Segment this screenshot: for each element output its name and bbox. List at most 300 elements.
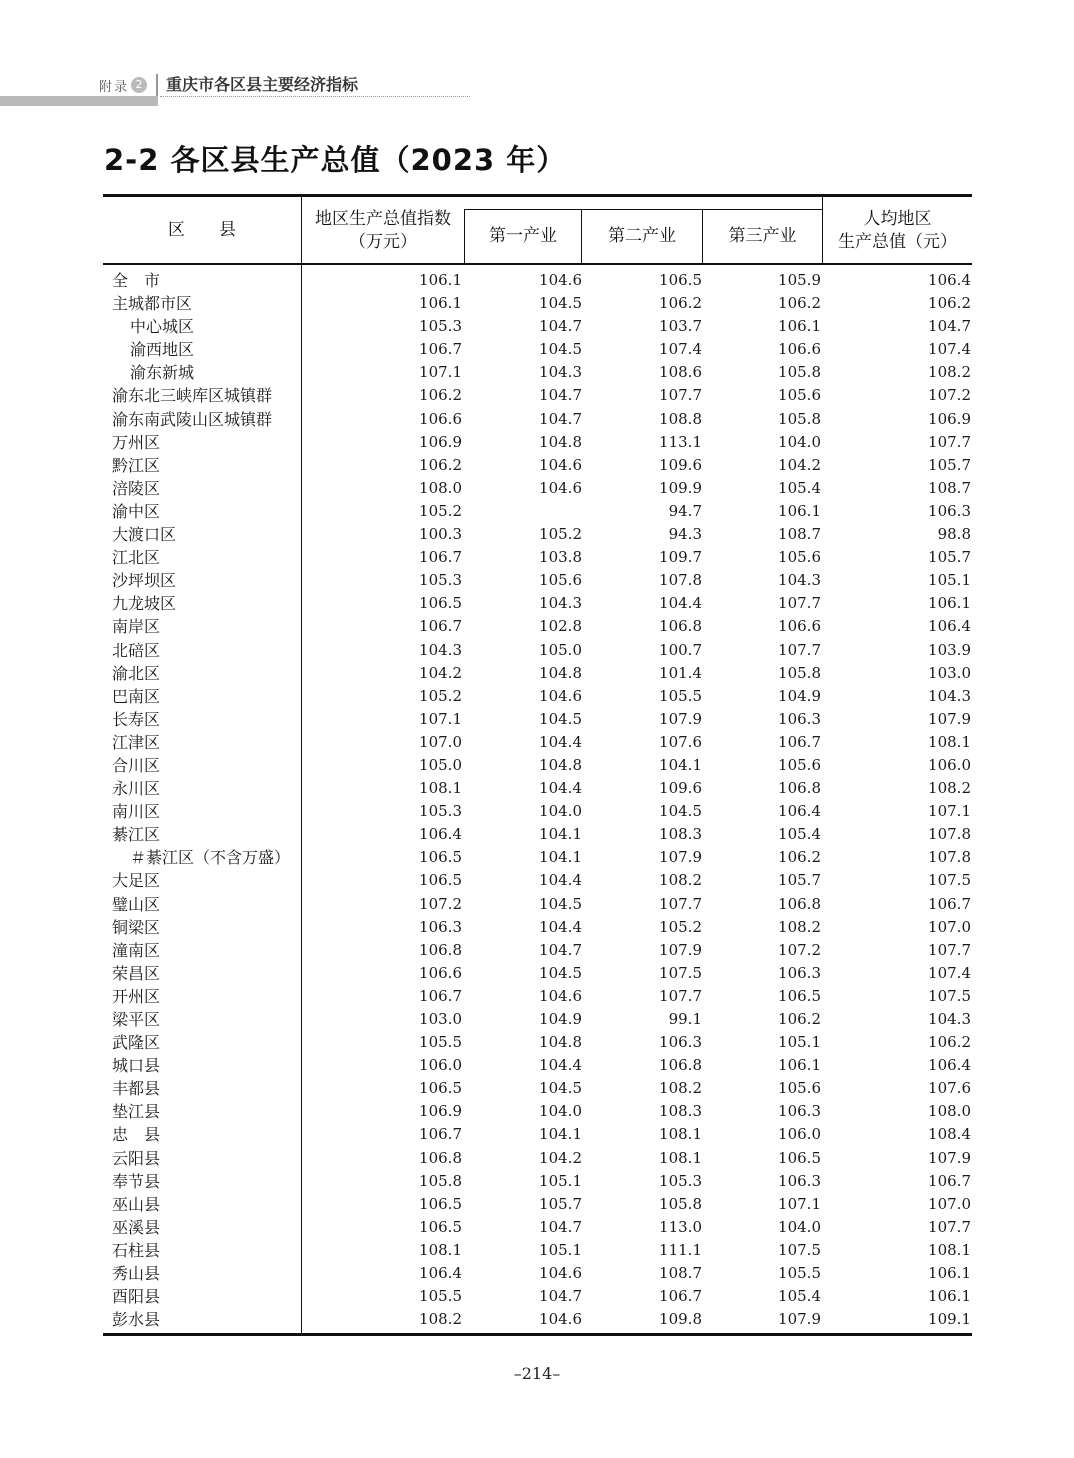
- secondary-cell: 107.5: [659, 963, 702, 982]
- region-name-cell: 璧山区: [112, 894, 161, 914]
- gdp-index-cell: 106.7: [419, 1125, 462, 1144]
- secondary-cell: 108.7: [659, 1264, 702, 1283]
- tertiary-cell: 104.3: [778, 571, 821, 590]
- table-row: [103, 615, 972, 638]
- per-capita-cell: 98.8: [937, 525, 971, 544]
- gdp-index-cell: 106.2: [419, 455, 462, 474]
- primary-cell: 102.8: [539, 617, 582, 636]
- tertiary-cell: 106.3: [778, 963, 821, 982]
- primary-cell: 105.7: [539, 1194, 582, 1213]
- secondary-cell: 107.7: [659, 386, 702, 405]
- secondary-cell: 106.2: [659, 294, 702, 313]
- tertiary-cell: 106.8: [778, 779, 821, 798]
- region-name-cell: 巫山县: [112, 1194, 161, 1214]
- header-gray-bar: [0, 96, 158, 106]
- per-capita-cell: 106.2: [928, 294, 971, 313]
- per-capita-cell: 106.0: [928, 755, 971, 774]
- primary-cell: 104.6: [539, 1310, 582, 1329]
- gdp-index-cell: 105.2: [419, 501, 462, 520]
- region-name-cell: 渝北区: [112, 663, 161, 683]
- header-tertiary: 第三产业: [728, 226, 797, 246]
- secondary-cell: 108.2: [659, 871, 702, 890]
- gdp-index-cell: 105.3: [419, 802, 462, 821]
- region-name-cell: 石柱县: [112, 1240, 161, 1260]
- tertiary-cell: 106.3: [778, 709, 821, 728]
- per-capita-cell: 106.7: [928, 894, 971, 913]
- region-name-cell: 大渡口区: [112, 525, 177, 545]
- header-gdp-index-line2: （万元）: [349, 232, 417, 252]
- table-row: [103, 1123, 972, 1146]
- secondary-cell: 104.1: [659, 755, 702, 774]
- table-row: [103, 1008, 972, 1031]
- per-capita-cell: 108.1: [928, 732, 971, 751]
- gdp-index-cell: 105.3: [419, 571, 462, 590]
- tertiary-cell: 106.1: [778, 317, 821, 336]
- gdp-index-cell: 108.1: [419, 779, 462, 798]
- per-capita-cell: 104.7: [928, 317, 971, 336]
- gdp-index-cell: 106.2: [419, 386, 462, 405]
- tertiary-cell: 105.1: [778, 1033, 821, 1052]
- region-name-cell: 奉节县: [112, 1171, 161, 1191]
- gdp-index-cell: 106.5: [419, 848, 462, 867]
- table-row: [103, 846, 972, 869]
- secondary-cell: 94.3: [668, 525, 702, 544]
- region-name-cell: 渝西地区: [130, 340, 195, 360]
- gdp-index-cell: 106.1: [419, 294, 462, 313]
- per-capita-cell: 105.7: [928, 548, 971, 567]
- table-row: [103, 1262, 972, 1285]
- tertiary-cell: 106.3: [778, 1171, 821, 1190]
- table-row: [103, 731, 972, 754]
- table-row: [103, 708, 972, 731]
- primary-cell: 104.8: [539, 1033, 582, 1052]
- table-row: [103, 592, 972, 615]
- tertiary-cell: 105.6: [778, 1079, 821, 1098]
- per-capita-cell: 107.2: [928, 386, 971, 405]
- table-row: [103, 1100, 972, 1123]
- table-row: [103, 639, 972, 662]
- region-name-cell: 开州区: [112, 986, 161, 1006]
- header-per-capita-line2: 生产总值（元）: [838, 232, 957, 252]
- gdp-index-cell: 105.3: [419, 317, 462, 336]
- primary-cell: 104.4: [539, 779, 582, 798]
- region-name-cell: 潼南区: [112, 940, 161, 960]
- gdp-index-cell: 106.9: [419, 1102, 462, 1121]
- table-row: [103, 1031, 972, 1054]
- secondary-cell: 109.6: [659, 779, 702, 798]
- primary-cell: 104.7: [539, 1287, 582, 1306]
- tertiary-cell: 107.1: [778, 1194, 821, 1213]
- tertiary-cell: 106.0: [778, 1125, 821, 1144]
- primary-cell: 104.7: [539, 1217, 582, 1236]
- per-capita-cell: 106.1: [928, 1287, 971, 1306]
- gdp-index-cell: 104.3: [419, 640, 462, 659]
- table-row: [103, 1216, 972, 1239]
- table-row: [103, 569, 972, 592]
- gdp-index-cell: 106.7: [419, 986, 462, 1005]
- header-secondary: 第二产业: [608, 226, 676, 246]
- secondary-cell: 106.8: [659, 1056, 702, 1075]
- tertiary-cell: 106.2: [778, 848, 821, 867]
- region-name-cell: 长寿区: [112, 709, 161, 729]
- tertiary-cell: 106.3: [778, 1102, 821, 1121]
- secondary-cell: 109.7: [659, 548, 702, 567]
- tertiary-cell: 107.9: [778, 1310, 821, 1329]
- per-capita-cell: 106.9: [928, 409, 971, 428]
- secondary-cell: 111.1: [659, 1240, 702, 1259]
- table-row: [103, 1077, 972, 1100]
- secondary-cell: 105.5: [659, 686, 702, 705]
- table-row: [103, 361, 972, 384]
- tertiary-cell: 104.0: [778, 432, 821, 451]
- region-name-cell: 北碚区: [112, 640, 161, 660]
- region-name-cell: 秀山县: [112, 1264, 161, 1284]
- table-row: [103, 1239, 972, 1262]
- tertiary-cell: 105.7: [778, 871, 821, 890]
- region-name-cell: 云阳县: [112, 1148, 161, 1168]
- secondary-cell: 104.4: [659, 594, 702, 613]
- primary-cell: 104.1: [539, 825, 582, 844]
- tertiary-cell: 105.4: [778, 1287, 821, 1306]
- primary-cell: 104.5: [539, 294, 582, 313]
- per-capita-cell: 107.5: [928, 986, 971, 1005]
- secondary-cell: 105.8: [659, 1194, 702, 1213]
- table-row: [103, 546, 972, 569]
- per-capita-cell: 106.3: [928, 501, 971, 520]
- table-row: [103, 800, 972, 823]
- table-row: [103, 985, 972, 1008]
- region-name-cell: 铜梁区: [112, 917, 161, 937]
- table-row: [103, 338, 972, 361]
- table-row: [103, 869, 972, 892]
- tertiary-cell: 106.4: [778, 802, 821, 821]
- table-row: [103, 269, 972, 292]
- table-header-rule: [103, 263, 972, 265]
- primary-cell: 105.6: [539, 571, 582, 590]
- region-name-cell: 大足区: [112, 871, 161, 891]
- per-capita-cell: 106.1: [928, 594, 971, 613]
- gdp-index-cell: 106.8: [419, 1148, 462, 1167]
- secondary-cell: 101.4: [659, 663, 702, 682]
- gdp-index-cell: 106.8: [419, 940, 462, 959]
- primary-cell: 104.6: [539, 271, 582, 289]
- table-row: [103, 685, 972, 708]
- secondary-cell: 100.7: [659, 640, 702, 659]
- table-row: [103, 662, 972, 685]
- primary-cell: 104.5: [539, 1079, 582, 1098]
- primary-cell: 104.5: [539, 963, 582, 982]
- page-title: 2-2 各区县生产总值（2023 年）: [104, 143, 567, 177]
- region-name-cell: 中心城区: [130, 317, 195, 337]
- region-name-cell: 渝东南武陵山区城镇群: [112, 409, 273, 429]
- secondary-cell: 104.5: [659, 802, 702, 821]
- gdp-index-cell: 104.2: [419, 663, 462, 682]
- region-name-cell: 江津区: [112, 732, 161, 752]
- table-row: [103, 477, 972, 500]
- table-row: [103, 754, 972, 777]
- header-dotted-rule: [160, 96, 470, 97]
- per-capita-cell: 104.3: [928, 686, 971, 705]
- tertiary-cell: 105.6: [778, 548, 821, 567]
- per-capita-cell: 107.7: [928, 1217, 971, 1236]
- per-capita-cell: 103.9: [928, 640, 971, 659]
- region-name-cell: 主城都市区: [112, 294, 193, 314]
- header-per-capita-line1: 人均地区: [863, 209, 932, 229]
- table-row: [103, 939, 972, 962]
- table-body: [103, 269, 972, 1331]
- gdp-index-cell: 107.2: [419, 894, 462, 913]
- per-capita-cell: 106.7: [928, 1171, 971, 1190]
- page-number: –214–: [513, 1364, 561, 1383]
- secondary-cell: 107.9: [659, 709, 702, 728]
- region-name-cell: 綦江区: [112, 825, 161, 845]
- table-row: [103, 1308, 972, 1331]
- tertiary-cell: 105.5: [778, 1264, 821, 1283]
- primary-cell: 104.1: [539, 848, 582, 867]
- secondary-cell: 107.8: [659, 571, 702, 590]
- region-name-cell: 江北区: [112, 548, 161, 568]
- secondary-cell: 108.8: [659, 409, 702, 428]
- tertiary-cell: 106.1: [778, 1056, 821, 1075]
- primary-cell: 104.8: [539, 755, 582, 774]
- primary-cell: 104.5: [539, 340, 582, 359]
- secondary-cell: 109.6: [659, 455, 702, 474]
- secondary-cell: 107.6: [659, 732, 702, 751]
- region-name-cell: 九龙坡区: [112, 594, 177, 614]
- tertiary-cell: 105.6: [778, 386, 821, 405]
- secondary-cell: 105.2: [659, 917, 702, 936]
- secondary-cell: 105.3: [659, 1171, 702, 1190]
- per-capita-cell: 105.7: [928, 455, 971, 474]
- region-name-cell: 涪陵区: [112, 478, 161, 498]
- region-name-cell: 城口县: [112, 1056, 161, 1076]
- secondary-cell: 109.9: [659, 478, 702, 497]
- gdp-index-cell: 107.1: [419, 363, 462, 382]
- table-row: [103, 408, 972, 431]
- secondary-cell: 113.0: [659, 1217, 702, 1236]
- region-name-cell: 武隆区: [112, 1033, 161, 1053]
- secondary-cell: 107.9: [659, 940, 702, 959]
- per-capita-cell: 108.0: [928, 1102, 971, 1121]
- region-name-cell: 合川区: [112, 755, 161, 775]
- per-capita-cell: 107.5: [928, 871, 971, 890]
- region-name-cell: 沙坪坝区: [112, 571, 177, 591]
- primary-cell: 105.0: [539, 640, 582, 659]
- tertiary-cell: 107.2: [778, 940, 821, 959]
- secondary-cell: 103.7: [659, 317, 702, 336]
- secondary-cell: 94.7: [668, 501, 702, 520]
- tertiary-cell: 108.2: [778, 917, 821, 936]
- primary-cell: 105.1: [539, 1240, 582, 1259]
- primary-cell: 105.1: [539, 1171, 582, 1190]
- gdp-index-cell: 106.5: [419, 1217, 462, 1236]
- table-row: [103, 1285, 972, 1308]
- primary-cell: 104.6: [539, 478, 582, 497]
- per-capita-cell: 106.1: [928, 1264, 971, 1283]
- header-divider: [156, 74, 158, 96]
- gdp-index-cell: 108.2: [419, 1310, 462, 1329]
- tertiary-cell: 105.4: [778, 478, 821, 497]
- gdp-index-cell: 105.2: [419, 686, 462, 705]
- per-capita-cell: 108.1: [928, 1240, 971, 1259]
- secondary-cell: 108.1: [659, 1148, 702, 1167]
- gdp-index-cell: 106.1: [419, 271, 462, 289]
- gdp-index-cell: 106.5: [419, 594, 462, 613]
- table-row: [103, 431, 972, 454]
- gdp-index-cell: 107.1: [419, 709, 462, 728]
- table-row: [103, 823, 972, 846]
- gdp-index-cell: 106.3: [419, 917, 462, 936]
- primary-cell: 104.4: [539, 732, 582, 751]
- region-name-cell: 南川区: [112, 802, 161, 822]
- gdp-index-cell: 106.0: [419, 1056, 462, 1075]
- primary-cell: 104.6: [539, 986, 582, 1005]
- table-row: [103, 1193, 972, 1216]
- primary-cell: 104.3: [539, 363, 582, 382]
- primary-cell: 104.0: [539, 802, 582, 821]
- tertiary-cell: 108.7: [778, 525, 821, 544]
- tertiary-cell: 107.5: [778, 1240, 821, 1259]
- appendix-label: 附录: [98, 79, 129, 95]
- table-row: [103, 454, 972, 477]
- region-name-cell: 全 市: [112, 271, 161, 290]
- gdp-index-cell: 107.0: [419, 732, 462, 751]
- region-name-cell: 黔江区: [112, 455, 161, 475]
- per-capita-cell: 108.7: [928, 478, 971, 497]
- per-capita-cell: 108.4: [928, 1125, 971, 1144]
- per-capita-cell: 107.4: [928, 963, 971, 982]
- gdp-index-cell: 108.1: [419, 1240, 462, 1259]
- primary-cell: 104.7: [539, 317, 582, 336]
- per-capita-cell: 107.1: [928, 802, 971, 821]
- tertiary-cell: 105.9: [778, 271, 821, 289]
- tertiary-cell: 104.9: [778, 686, 821, 705]
- per-capita-cell: 107.4: [928, 340, 971, 359]
- region-name-cell: 丰都县: [112, 1079, 161, 1099]
- per-capita-cell: 104.3: [928, 1010, 971, 1028]
- table-top-rule: [103, 194, 972, 197]
- primary-cell: 104.8: [539, 663, 582, 682]
- gdp-index-cell: 106.5: [419, 1079, 462, 1098]
- secondary-cell: 106.8: [659, 617, 702, 636]
- region-name-cell: 巴南区: [112, 686, 161, 706]
- gdp-index-cell: 106.4: [419, 1264, 462, 1283]
- primary-cell: 104.6: [539, 455, 582, 474]
- table-row: [103, 962, 972, 985]
- secondary-cell: 107.7: [659, 894, 702, 913]
- per-capita-cell: 107.9: [928, 709, 971, 728]
- primary-cell: 104.2: [539, 1148, 582, 1167]
- per-capita-cell: 107.7: [928, 432, 971, 451]
- primary-cell: 105.2: [539, 525, 582, 544]
- region-name-cell: 荣昌区: [112, 963, 161, 983]
- tertiary-cell: 105.8: [778, 363, 821, 382]
- primary-cell: 104.3: [539, 594, 582, 613]
- region-name-cell: 南岸区: [112, 617, 161, 637]
- gdp-index-cell: 105.5: [419, 1287, 462, 1306]
- secondary-cell: 108.3: [659, 1102, 702, 1121]
- primary-cell: 104.1: [539, 1125, 582, 1144]
- primary-cell: 104.6: [539, 1264, 582, 1283]
- region-name-cell: 万州区: [112, 432, 161, 452]
- per-capita-cell: 109.1: [928, 1310, 971, 1329]
- per-capita-cell: 107.0: [928, 917, 971, 936]
- per-capita-cell: 106.4: [928, 1056, 971, 1075]
- appendix-number: 2: [131, 77, 147, 93]
- secondary-cell: 106.7: [659, 1287, 702, 1306]
- gdp-index-cell: 106.9: [419, 432, 462, 451]
- per-capita-cell: 107.8: [928, 848, 971, 867]
- primary-cell: 104.4: [539, 1056, 582, 1075]
- appendix-badge: [92, 74, 154, 96]
- table-row: [103, 384, 972, 407]
- gdp-index-cell: 106.7: [419, 617, 462, 636]
- gdp-index-cell: 106.5: [419, 871, 462, 890]
- tertiary-cell: 104.0: [778, 1217, 821, 1236]
- gdp-index-cell: 106.5: [419, 1194, 462, 1213]
- per-capita-cell: 106.4: [928, 271, 971, 289]
- secondary-cell: 107.9: [659, 848, 702, 867]
- region-name-cell: 渝东北三峡库区城镇群: [112, 386, 273, 406]
- tertiary-cell: 106.1: [778, 501, 821, 520]
- tertiary-cell: 106.7: [778, 732, 821, 751]
- table-row: [103, 777, 972, 800]
- gdp-index-cell: 105.0: [419, 755, 462, 774]
- per-capita-cell: 107.0: [928, 1194, 971, 1213]
- table-row: [103, 315, 972, 338]
- primary-cell: 104.5: [539, 894, 582, 913]
- tertiary-cell: 106.6: [778, 340, 821, 359]
- secondary-cell: 106.3: [659, 1033, 702, 1052]
- region-name-cell: 渝中区: [112, 501, 161, 521]
- gdp-index-cell: 105.8: [419, 1171, 462, 1190]
- region-name-cell: 酉阳县: [112, 1287, 161, 1307]
- region-name-cell: 彭水县: [112, 1310, 161, 1330]
- table-row: [103, 292, 972, 315]
- secondary-cell: 99.1: [668, 1010, 702, 1028]
- gdp-index-cell: 106.7: [419, 340, 462, 359]
- gdp-index-cell: 106.6: [419, 963, 462, 982]
- tertiary-cell: 106.8: [778, 894, 821, 913]
- primary-cell: 104.4: [539, 917, 582, 936]
- primary-cell: 104.4: [539, 871, 582, 890]
- region-name-cell: 渝东新城: [130, 363, 195, 383]
- secondary-cell: 108.1: [659, 1125, 702, 1144]
- region-name-cell: ＃綦江区（不含万盛）: [130, 848, 291, 868]
- primary-cell: 104.8: [539, 432, 582, 451]
- tertiary-cell: 107.7: [778, 640, 821, 659]
- tertiary-cell: 105.8: [778, 663, 821, 682]
- table-row: [103, 1147, 972, 1170]
- secondary-cell: 107.4: [659, 340, 702, 359]
- tertiary-cell: 107.7: [778, 594, 821, 613]
- tertiary-cell: 106.6: [778, 617, 821, 636]
- secondary-cell: 113.1: [659, 432, 702, 451]
- primary-cell: 104.9: [539, 1010, 582, 1028]
- primary-cell: 104.7: [539, 409, 582, 428]
- table-row: [103, 893, 972, 916]
- per-capita-cell: 106.2: [928, 1033, 971, 1052]
- gdp-index-cell: 106.6: [419, 409, 462, 428]
- gdp-index-cell: 105.5: [419, 1033, 462, 1052]
- secondary-cell: 108.6: [659, 363, 702, 382]
- primary-cell: 104.7: [539, 940, 582, 959]
- per-capita-cell: 103.0: [928, 663, 971, 682]
- secondary-cell: 108.2: [659, 1079, 702, 1098]
- primary-cell: 104.7: [539, 386, 582, 405]
- gdp-index-cell: 100.3: [419, 525, 462, 544]
- tertiary-cell: 105.6: [778, 755, 821, 774]
